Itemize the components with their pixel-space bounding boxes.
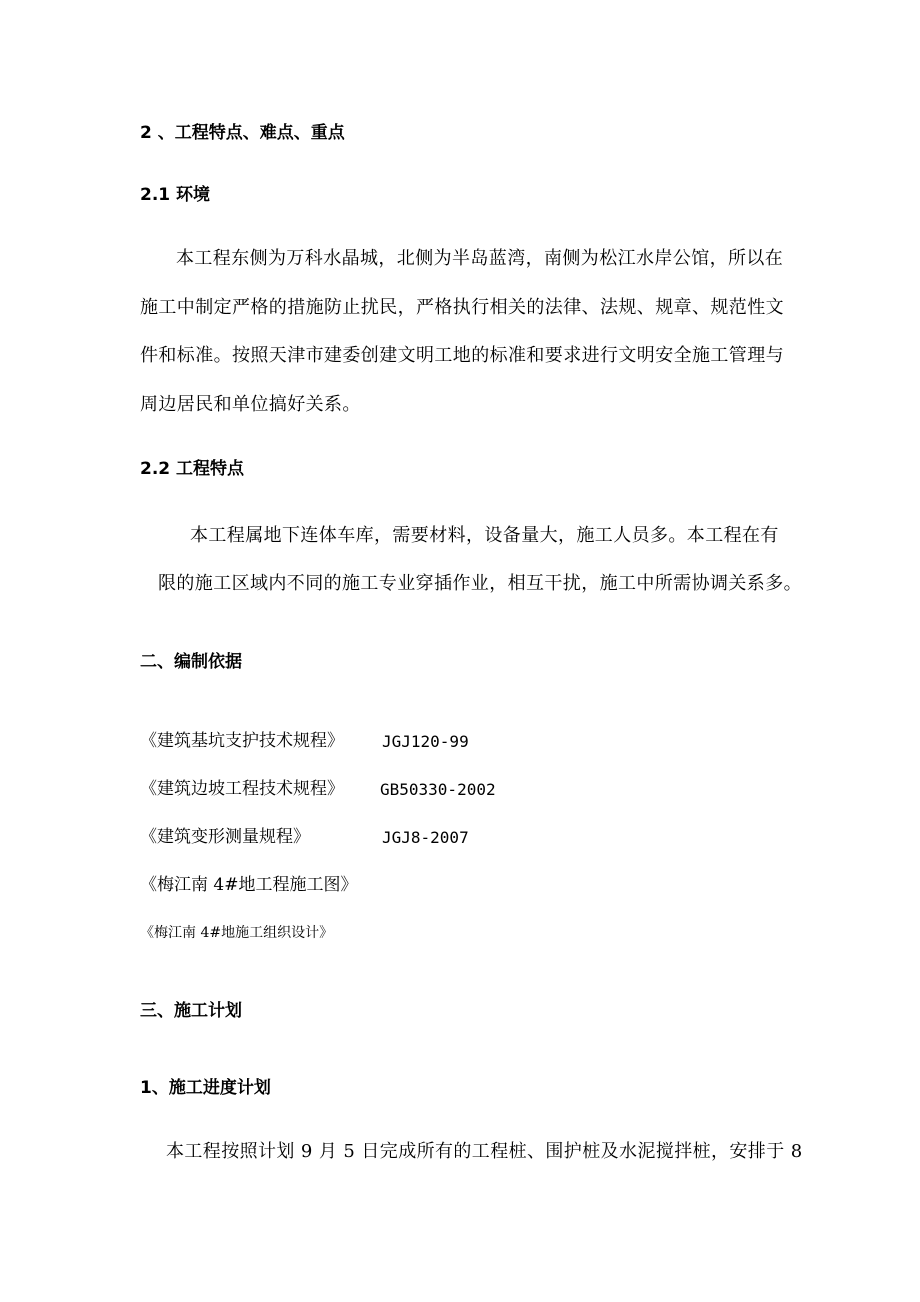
reference-code: GB50330-2002	[380, 780, 496, 799]
reference-name: 《建筑边坡工程技术规程》	[140, 779, 344, 799]
section-2-1-heading: 2.1 环境	[140, 185, 211, 205]
section-2-heading: 2 、工程特点、难点、重点	[140, 123, 345, 143]
plan-1-paragraph-line-1: 本工程按照计划 9 月 5 日完成所有的工程桩、围护桩及水泥搅拌桩，安排于 8	[166, 1141, 803, 1162]
reference-name: 《梅江南 4#地施工组织设计》	[140, 925, 334, 941]
plan-1-heading: 1、施工进度计划	[140, 1078, 271, 1098]
paragraph-2-1-line-3: 件和标准。按照天津市建委创建文明工地的标准和要求进行文明安全施工管理与	[140, 345, 784, 366]
paragraph-2-1-line-4: 周边居民和单位搞好关系。	[140, 394, 361, 415]
reference-name: 《梅江南 4#地工程施工图》	[140, 875, 358, 895]
plan-heading: 三、施工计划	[140, 1001, 242, 1021]
reference-name: 《建筑变形测量规程》	[140, 827, 310, 847]
paragraph-2-2-line-1: 本工程属地下连体车库，需要材料，设备量大，施工人员多。本工程在有	[190, 525, 779, 546]
reference-name: 《建筑基坑支护技术规程》	[140, 731, 344, 751]
reference-code: JGJ8-2007	[382, 828, 469, 847]
reference-code: JGJ120-99	[382, 732, 469, 751]
paragraph-2-2-line-2: 限的施工区域内不同的施工专业穿插作业，相互干扰，施工中所需协调关系多。	[158, 573, 802, 594]
paragraph-2-1-line-2: 施工中制定严格的措施防止扰民，严格执行相关的法律、法规、规章、规范性文	[140, 297, 784, 318]
basis-heading: 二、编制依据	[140, 652, 242, 672]
section-2-2-heading: 2.2 工程特点	[140, 459, 245, 479]
paragraph-2-1-line-1: 本工程东侧为万科水晶城，北侧为半岛蓝湾，南侧为松江水岸公馆，所以在	[176, 248, 784, 269]
